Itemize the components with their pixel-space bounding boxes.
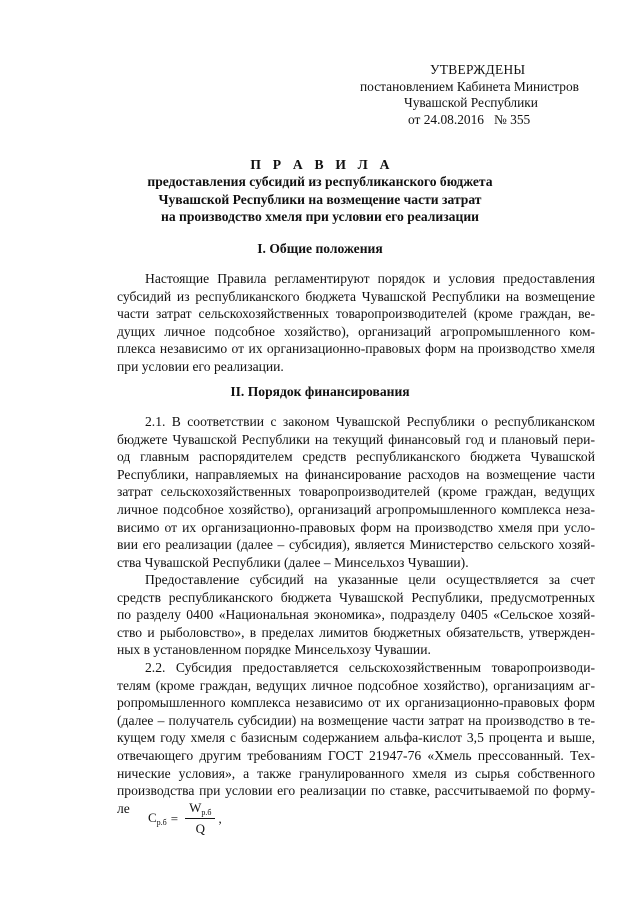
formula-fraction <box>185 800 215 837</box>
paragraph-line: од главным распорядителем средств республиканского бюджета Чувашской <box>117 449 595 465</box>
paragraph-line: 2.1. В соответствии с законом Чувашской Республики о республиканском <box>145 414 595 429</box>
document-title <box>60 156 580 226</box>
paragraph-line: ства Чувашской Республики (далее – Минсельхоз Чувашии). <box>117 554 469 570</box>
paragraph-line: ство и рыболовство», в пределах лимитов бюджетных обязательств, утвержден- <box>117 624 595 640</box>
approval-line: Чувашской Республики <box>404 95 538 110</box>
paragraph-line: Предоставление субсидий на указанные цели осуществляется за счет <box>145 572 595 587</box>
paragraph <box>117 413 595 571</box>
paragraph <box>117 571 595 659</box>
paragraph-line: Республики, направляемых на финансирование расходов на возмещение части <box>117 466 595 482</box>
title-line: Чувашской Республики на возмещение части затрат <box>158 191 482 207</box>
paragraph-line: ле <box>117 800 130 816</box>
paragraph-line: ных в установленном порядке Минсельхозу Чувашии. <box>117 642 431 658</box>
formula-comma: , <box>218 810 222 826</box>
paragraph-line: дущих личное подсобное хозяйство), организаций агропромышленного ком- <box>117 323 595 339</box>
paragraph <box>117 659 595 817</box>
paragraph-line: по разделу 0400 «Национальная экономика», подразделу 0405 «Сельское хозяй- <box>117 607 595 623</box>
approval-line: УТВЕРЖДЕНЫ <box>430 62 526 77</box>
paragraph <box>117 270 595 376</box>
paragraph-line: телям (кроме граждан, ведущих личное подсобное хозяйство), организациям аг- <box>117 677 595 693</box>
formula-denominator: Q <box>195 821 205 836</box>
paragraph-line: субсидий из республиканского бюджета Чувашской Республики на возмещение <box>117 288 595 304</box>
approval-line: постановлением Кабинета Министров <box>360 78 579 94</box>
rate-formula <box>148 800 222 837</box>
approval-block <box>352 62 602 128</box>
title-line: на производство хмеля при условии его реализации <box>161 209 479 225</box>
paragraph-line: кущем году хмеля с базисным содержанием альфа-кислот 3,5 процента и выше, <box>117 730 595 746</box>
formula-lhs <box>148 810 167 827</box>
formula-lhs-symbol: С <box>148 810 157 825</box>
formula-equals: = <box>170 810 179 826</box>
paragraph-line: плекса независимо от их организационно-правовых форм на производство хмеля <box>117 341 595 357</box>
paragraph-line: (далее – получатель субсидии) на возмещение части затрат на производство в те- <box>117 712 595 728</box>
paragraph-line: затрат сельскохозяйственных товаропроизводителей (кроме граждан, ведущих <box>117 484 595 500</box>
paragraph-line: 2.2. Субсидия предоставляется сельскохозяйственным товаропроизводи- <box>145 660 595 675</box>
paragraph-line: средств республиканского бюджета Чувашской Республики, предусмотренных <box>117 589 595 605</box>
paragraph-line: части затрат сельскохозяйственных товаропроизводителей (кроме граждан, ве- <box>117 306 595 322</box>
title-heading: П Р А В И Л А <box>250 157 394 172</box>
formula-lhs-subscript: р.б <box>156 818 167 827</box>
paragraph-line: Настоящие Правила регламентируют порядок и условия предоставления <box>145 271 595 286</box>
paragraph-line: отвечающего другим требованиям ГОСТ 21947-76 «Хмель прессованный. Тех- <box>117 747 595 763</box>
paragraph-line: личное подсобное хозяйство), организаций агропромышленного комплекса неза- <box>117 501 595 517</box>
paragraph-line: ропромышленного комплекса независимо от их организационно-правовых форм <box>117 695 595 711</box>
section-heading: II. Порядок финансирования <box>230 384 410 399</box>
section-heading: I. Общие положения <box>257 241 383 256</box>
title-line: предоставления субсидий из республиканского бюджета <box>147 174 493 190</box>
formula-numerator-subscript: р.б <box>201 808 212 817</box>
paragraph-line: нические условия», а также гранулированного хмеля из сырья собственного <box>117 765 595 781</box>
paragraph-line: бюджете Чувашской Республики на текущий финансовый год и плановый пери- <box>117 431 595 447</box>
paragraph-line: висимо от их организационно-правовых форм на производство хмеля при усло- <box>117 519 595 535</box>
paragraph-line: производства при условии его реализации по ставке, рассчитываемой по форму- <box>117 783 595 799</box>
formula-numerator <box>185 800 215 819</box>
paragraph-line: вии его реализации (далее – субсидия), является Министерство сельского хозяй- <box>117 537 595 553</box>
paragraph-line: при условии его реализации. <box>117 358 284 374</box>
formula-numerator-symbol: W <box>189 800 202 815</box>
approval-date: от 24.08.2016 № 355 <box>408 111 531 127</box>
